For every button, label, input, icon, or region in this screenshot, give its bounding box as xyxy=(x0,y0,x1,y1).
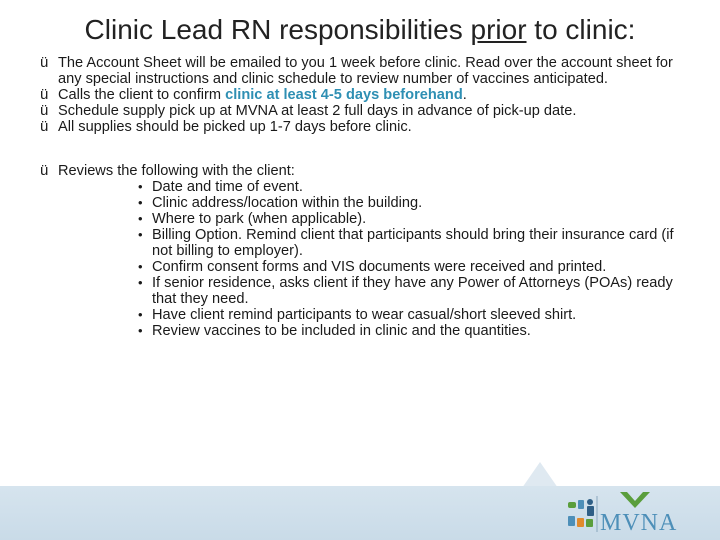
bullet-icon: • xyxy=(138,307,143,322)
check-item-text-before: Calls the client to confirm xyxy=(58,87,226,103)
check-icon: ü xyxy=(40,86,49,103)
bullet-icon: • xyxy=(138,275,143,290)
title-before: Clinic Lead RN responsibilities xyxy=(84,14,471,45)
mvna-logo xyxy=(566,490,706,536)
slide-title xyxy=(0,14,720,46)
list-item: • Billing Option. Remind client that participants should bring their insurance card (if not billing to employer). xyxy=(138,227,674,259)
reviews-label: Reviews the following with the client: xyxy=(58,163,295,179)
check-item-text: All supplies should be picked up 1-7 days before clinic. xyxy=(58,119,412,135)
check-item-account-sheet xyxy=(40,55,680,87)
check-icon: ü xyxy=(40,102,49,119)
footer-accent-triangle xyxy=(522,462,558,488)
list-item: • Date and time of event. xyxy=(138,179,303,195)
check-item-text: Schedule supply pick up at MVNA at least 2 full days in advance of pick-up date. xyxy=(58,103,577,119)
list-item: • If senior residence, asks client if they have any Power of Attorneys (POAs) ready that they need. xyxy=(138,275,673,307)
check-item-supplies xyxy=(40,119,680,135)
list-item: • Review vaccines to be included in clinic and the quantities. xyxy=(138,323,531,339)
check-icon: ü xyxy=(40,54,49,71)
mvna-people-logo-icon xyxy=(566,490,600,536)
list-item: • Clinic address/location within the building. xyxy=(138,195,423,211)
logo-text: MVNA xyxy=(600,510,678,536)
check-item-highlight: clinic at least 4-5 days beforehand xyxy=(225,87,463,103)
list-item: • Confirm consent forms and VIS documents were received and printed. xyxy=(138,259,607,275)
check-icon: ü xyxy=(40,162,49,179)
bullet-icon: • xyxy=(138,259,143,274)
check-item-call-client xyxy=(40,87,680,103)
logo-chevron-icon xyxy=(618,490,652,512)
review-bullet-list xyxy=(40,179,680,339)
spacer xyxy=(40,135,680,163)
title-after: to clinic: xyxy=(526,14,636,45)
title-underlined: prior xyxy=(470,14,527,45)
check-item-text: The Account Sheet will be emailed to you 1 week before clinic. Read over the account sheet for any special instructions and clinic schedule to review number of vaccines anticipated. xyxy=(58,55,673,87)
check-item-text-after: . xyxy=(462,87,467,103)
list-item: • Have client remind participants to wear casual/short sleeved shirt. xyxy=(138,307,577,323)
check-item-schedule-pickup xyxy=(40,103,680,119)
bullet-icon: • xyxy=(138,179,143,194)
bullet-icon: • xyxy=(138,195,143,210)
slide-content xyxy=(40,55,680,339)
check-icon: ü xyxy=(40,118,49,135)
check-item-reviews xyxy=(40,163,680,179)
list-item: • Where to park (when applicable). xyxy=(138,211,367,227)
bullet-icon: • xyxy=(138,227,143,242)
bullet-icon: • xyxy=(138,323,143,338)
bullet-icon: • xyxy=(138,211,143,226)
